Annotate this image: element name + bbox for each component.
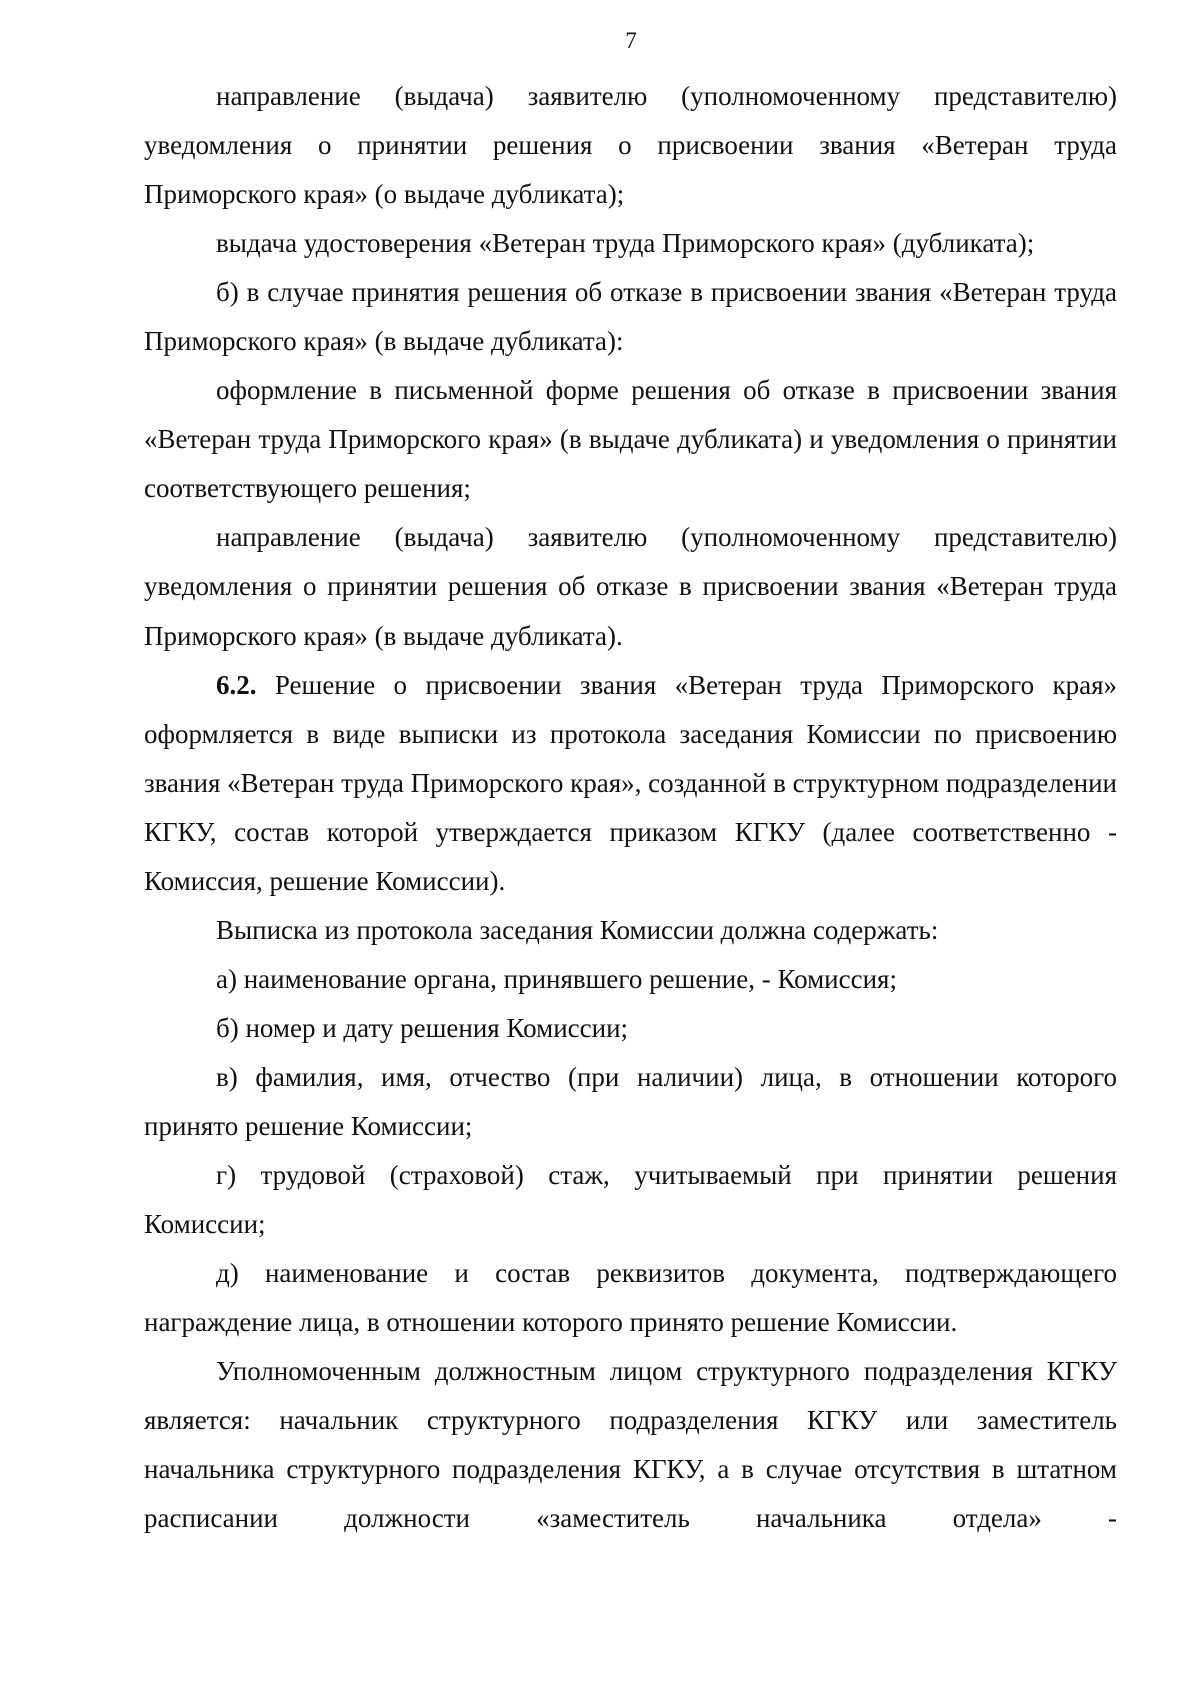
paragraph-certificate-issuance: выдача удостоверения «Ветеран труда Приморского края» (дубликата);	[216, 228, 1035, 259]
list-item-g: г) трудовой (страховой) стаж, учитываемый при принятии решения Комиссии;	[144, 1160, 1117, 1240]
section-number: 6.2.	[216, 669, 257, 700]
list-item-a: а) наименование органа, принявшего решение, - Комиссия;	[216, 963, 897, 994]
list-item-v: в) фамилия, имя, отчество (при наличии) лица, в отношении которого принято решение Комиссии;	[144, 1061, 1117, 1141]
list-item-b: б) номер и дату решения Комиссии;	[216, 1012, 629, 1043]
page-number: 7	[625, 28, 637, 53]
paragraph-refusal-notification: направление (выдача) заявителю (уполномоченному представителю) уведомления о принятии решения об отказе в присвоении звания «Ветеран труда Приморского края» (в выдаче дубликата).	[144, 522, 1117, 651]
paragraph-authorized-official: Уполномоченным должностным лицом структурного подразделения КГКУ является: начальник структурного подразделения КГКУ или заместитель начальника структурного подразделения КГКУ, а в случае отсутствия в штатном расписании должности «заместитель начальника отдела» -	[144, 1356, 1117, 1534]
paragraph-notification-direction: направление (выдача) заявителю (уполномоченному представителю) уведомления о принятии решения о присвоении звания «Ветеран труда Приморского края» (о выдаче дубликата);	[144, 81, 1117, 210]
paragraph-extract-contents: Выписка из протокола заседания Комиссии должна содержать:	[216, 914, 939, 945]
section-text: Решение о присвоении звания «Ветеран труда Приморского края» оформляется в виде выписки из протокола заседания Комиссии по присвоению звания «Ветеран труда Приморского края», созданной в структурном подразделении КГКУ, состав которой утверждается приказом КГКУ (далее соответственно - Комиссия, решение Комиссии).	[144, 669, 1117, 896]
paragraph-section-6-2	[144, 661, 1117, 906]
list-item-d: д) наименование и состав реквизитов документа, подтверждающего награждение лица, в отношении которого принято решение Комиссии.	[144, 1258, 1117, 1338]
paragraph-refusal-formalization: оформление в письменной форме решения об отказе в присвоении звания «Ветеран труда Приморского края» (в выдаче дубликата) и уведомления о принятии соответствующего решения;	[144, 375, 1117, 504]
paragraph-refusal-case: б) в случае принятия решения об отказе в присвоении звания «Ветеран труда Приморского края» (в выдаче дубликата):	[144, 277, 1117, 357]
document-body	[144, 72, 1117, 1543]
